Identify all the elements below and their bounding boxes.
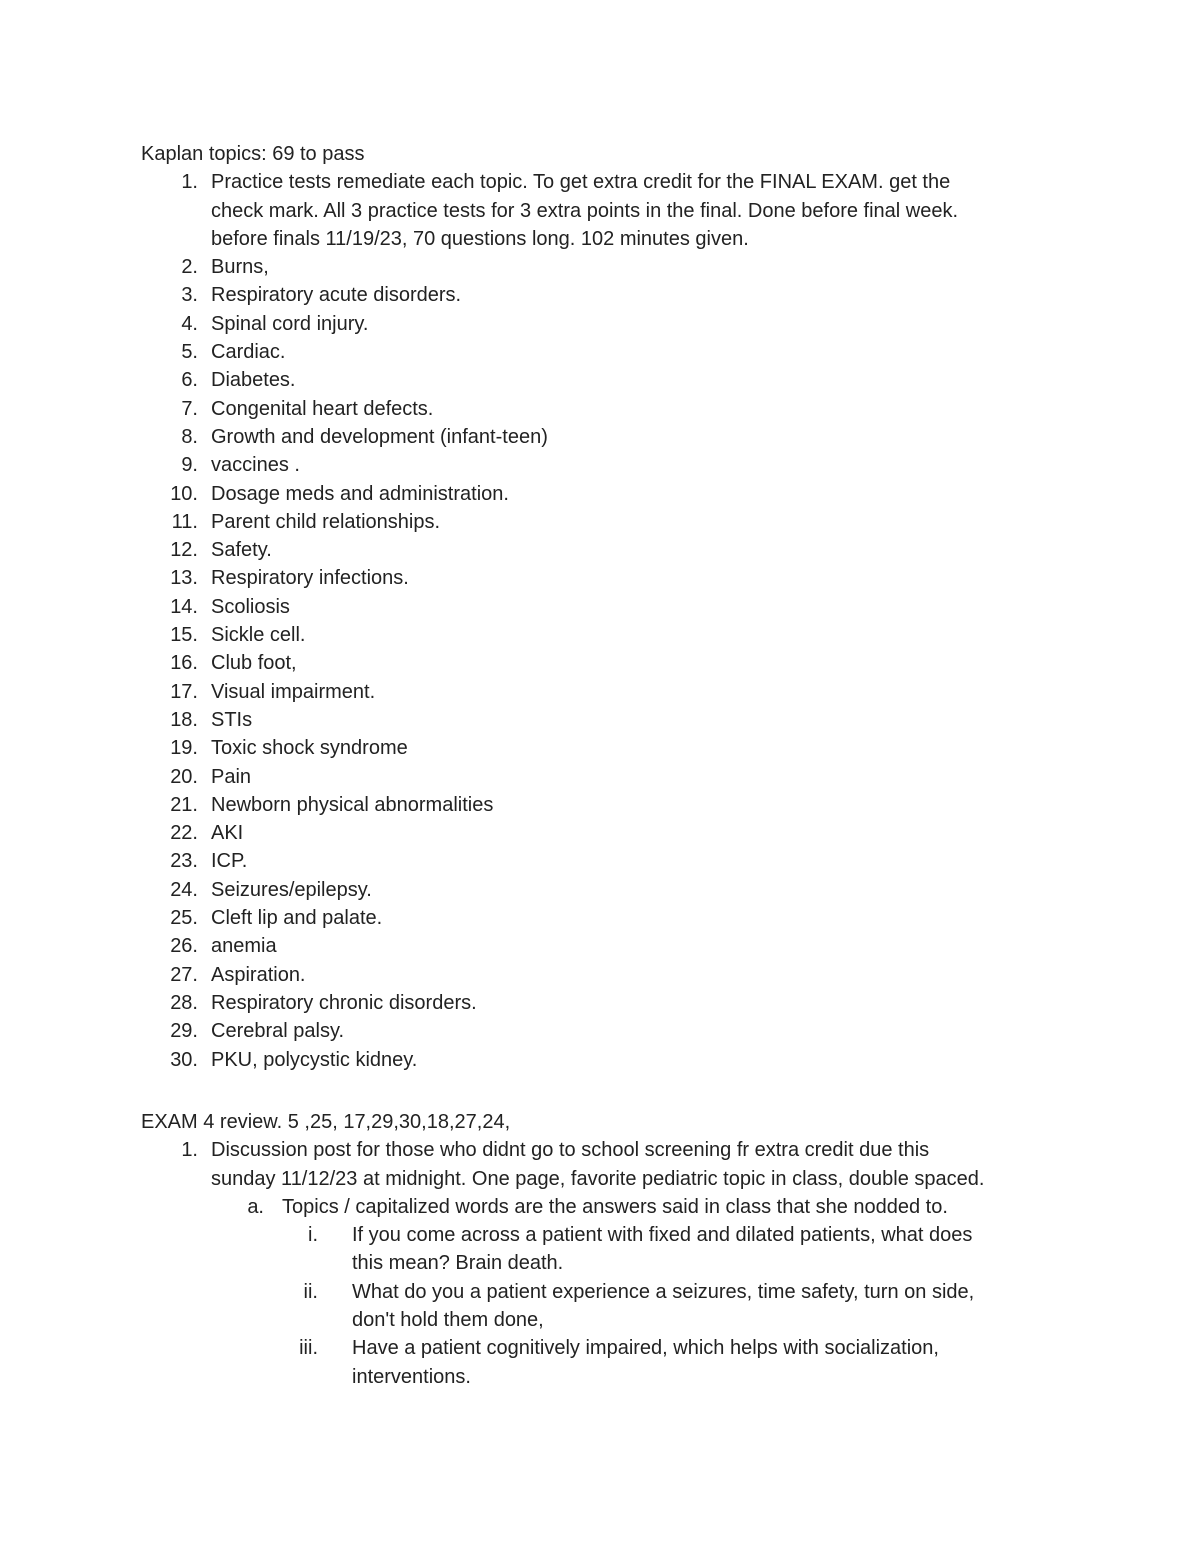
list-item-text: Respiratory infections. — [211, 567, 409, 590]
list-item-number: 19. — [170, 737, 198, 760]
list-item-text: Congenital heart defects. — [211, 397, 434, 420]
list-item — [0, 1193, 984, 1221]
list-item — [0, 536, 958, 564]
list-item-number: 5. — [181, 341, 198, 364]
list-item-text: If you come across a patient with fixed and dilated patients, what does — [352, 1224, 973, 1247]
list-item-text: Dosage meds and administration. — [211, 482, 509, 505]
list-item — [0, 564, 958, 592]
list-item-text: interventions. — [352, 1365, 471, 1388]
list-item — [0, 678, 958, 706]
list-item-number: 15. — [170, 624, 198, 647]
list-item-number: ii. — [303, 1280, 318, 1303]
list-item-text: Topics / capitalized words are the answers said in class that she nodded to. — [282, 1195, 948, 1218]
list-item-number: 25. — [170, 907, 198, 930]
list-item-number: 4. — [181, 312, 198, 335]
list-item — [0, 876, 958, 904]
list-item-number: 20. — [170, 765, 198, 788]
list-item — [0, 1334, 984, 1391]
list-item-text: sunday 11/12/23 at midnight. One page, favorite pediatric topic in class, double spaced. — [211, 1167, 985, 1190]
list-item-number: 11. — [171, 510, 198, 533]
list-item-number: 10. — [170, 482, 198, 505]
list-item-number: 28. — [170, 991, 198, 1014]
list-item-number: 16. — [170, 652, 198, 675]
list-item-text: Respiratory chronic disorders. — [211, 991, 477, 1014]
list-item-number: 7. — [181, 397, 198, 420]
list-item-number: 29. — [170, 1020, 198, 1043]
list-item-number: 27. — [170, 963, 198, 986]
list-item-text: Sickle cell. — [211, 624, 306, 647]
list-item-text: Scoliosis — [211, 595, 290, 618]
list-item — [0, 961, 958, 989]
list-item — [0, 649, 958, 677]
list-item-text: Have a patient cognitively impaired, which helps with socialization, — [352, 1337, 939, 1360]
section-heading-exam-review: EXAM 4 review. 5 ,25, 17,29,30,18,27,24, — [141, 1111, 511, 1133]
list-item-text: Cerebral palsy. — [211, 1020, 345, 1043]
list-item-text: Respiratory acute disorders. — [211, 284, 462, 307]
list-item-number: i. — [308, 1224, 318, 1247]
list-item-text: Growth and development (infant-teen) — [211, 425, 548, 448]
list-item — [0, 791, 958, 819]
list-item-text: Toxic shock syndrome — [211, 737, 408, 760]
list-item — [0, 847, 958, 875]
list-item-text: Diabetes. — [211, 369, 296, 392]
list-item-text: Visual impairment. — [211, 680, 376, 703]
list-item-number: 22. — [170, 822, 198, 845]
list-item-text: don't hold them done, — [352, 1309, 544, 1332]
list-item-number: 2. — [181, 256, 198, 279]
exam-review-list — [0, 1136, 984, 1391]
list-item-number: 14. — [170, 595, 198, 618]
list-item-text: Safety. — [211, 539, 272, 562]
list-item-text: Burns, — [211, 256, 269, 279]
list-item — [0, 281, 958, 309]
list-item — [0, 310, 958, 338]
list-item — [0, 1017, 958, 1045]
list-item-number: 21. — [170, 793, 198, 816]
list-item-number: 26. — [170, 935, 198, 958]
list-item-text: Spinal cord injury. — [211, 312, 369, 335]
list-item-number: 13. — [170, 567, 198, 590]
list-item-number: 1. — [181, 1139, 198, 1162]
list-item — [0, 763, 958, 791]
list-item — [0, 508, 958, 536]
list-item — [0, 734, 958, 762]
list-item — [0, 366, 958, 394]
list-item — [0, 593, 958, 621]
section-heading-kaplan: Kaplan topics: 69 to pass — [141, 143, 365, 165]
list-item — [0, 989, 958, 1017]
list-item-number: 1. — [181, 171, 198, 194]
list-item-number: iii. — [299, 1337, 318, 1360]
list-item — [0, 819, 958, 847]
list-item — [0, 1136, 984, 1193]
list-item — [0, 338, 958, 366]
list-item — [0, 904, 958, 932]
list-item-number: 12. — [170, 539, 198, 562]
list-item-text: Parent child relationships. — [211, 510, 441, 533]
list-item — [0, 480, 958, 508]
list-item — [0, 253, 958, 281]
list-item-number: 24. — [170, 878, 198, 901]
list-item-text: AKI — [211, 822, 244, 845]
list-item-number: 8. — [181, 425, 198, 448]
list-item-text: Pain — [211, 765, 252, 788]
list-item-number: 18. — [170, 708, 198, 731]
list-item-text: check mark. All 3 practice tests for 3 extra points in the final. Done before final week. — [211, 199, 959, 222]
list-item-text: Cardiac. — [211, 341, 286, 364]
list-item-text: What do you a patient experience a seizures, time safety, turn on side, — [352, 1280, 975, 1303]
list-item — [0, 621, 958, 649]
list-item-number: 3. — [181, 284, 198, 307]
list-item-text: STIs — [211, 708, 253, 731]
list-item-text: anemia — [211, 935, 277, 958]
list-item — [0, 451, 958, 479]
list-item-text: Newborn physical abnormalities — [211, 793, 494, 816]
list-item — [0, 1278, 984, 1335]
list-item — [0, 1221, 984, 1278]
list-item — [0, 423, 958, 451]
list-item — [0, 168, 958, 253]
list-item-text: PKU, polycystic kidney. — [211, 1048, 418, 1071]
list-item — [0, 706, 958, 734]
kaplan-topic-list — [0, 168, 958, 1074]
list-item-text: Seizures/epilepsy. — [211, 878, 372, 901]
list-item-text: this mean? Brain death. — [352, 1252, 564, 1275]
list-item-number: a. — [247, 1195, 264, 1218]
list-item-number: 23. — [170, 850, 198, 873]
list-item-text: ICP. — [211, 850, 248, 873]
list-item — [0, 1046, 958, 1074]
list-item-text: before finals 11/19/23, 70 questions long. 102 minutes given. — [211, 227, 749, 250]
list-item-text: Discussion post for those who didnt go to school screening fr extra credit due this — [211, 1139, 930, 1162]
list-item-number: 30. — [170, 1048, 198, 1071]
list-item-text: Cleft lip and palate. — [211, 907, 383, 930]
list-item-number: 17. — [170, 680, 198, 703]
list-item-text: vaccines . — [211, 454, 300, 477]
list-item-number: 9. — [181, 454, 198, 477]
list-item-text: Club foot, — [211, 652, 297, 675]
list-item-text: Practice tests remediate each topic. To get extra credit for the FINAL EXAM. get the — [211, 171, 951, 194]
list-item-number: 6. — [181, 369, 198, 392]
list-item-text: Aspiration. — [211, 963, 306, 986]
list-item — [0, 395, 958, 423]
list-item — [0, 932, 958, 960]
